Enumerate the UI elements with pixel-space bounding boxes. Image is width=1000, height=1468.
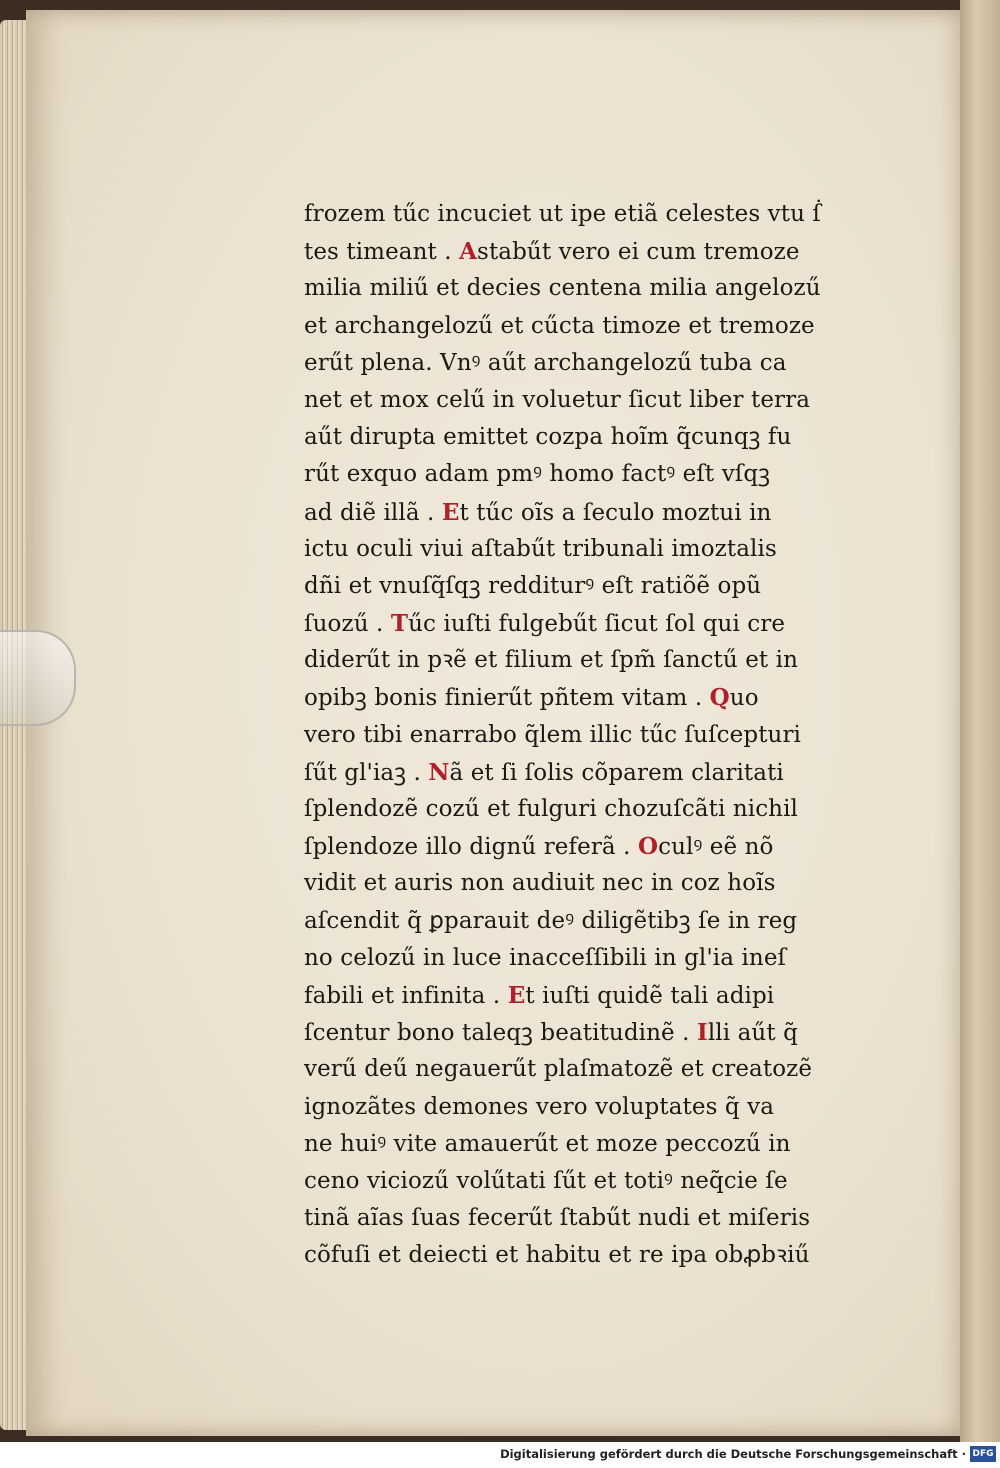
text-line — [304, 270, 852, 307]
text-block — [304, 196, 852, 1274]
page-clip — [0, 630, 76, 726]
line-text: ictu oculi viui aſtabűt tribunali imoztalis — [304, 535, 777, 562]
text-line — [304, 828, 852, 865]
line-text: t tűc oĩs a ſeculo moztui in — [459, 499, 772, 526]
text-line — [304, 345, 852, 382]
rubricated-initial: E — [441, 498, 460, 526]
line-text: net et mox celű in voluetur ſicut liber terra — [304, 386, 811, 413]
line-text-pre: opibꝫ bonis finierűt pñtem vitam . — [304, 685, 710, 712]
line-text: frozem tűc incuciet ut ipe etiã celestes vtu ẛ — [304, 201, 822, 227]
rubricated-initial: N — [428, 758, 450, 786]
text-line — [304, 1163, 852, 1200]
text-line — [304, 1051, 852, 1088]
rubricated-initial: O — [637, 833, 659, 861]
text-line — [304, 903, 852, 940]
line-text: et archangelozű et cűcta timoze et tremoze — [304, 312, 815, 339]
line-text: ignozãtes demones vero voluptates q̃ va — [304, 1093, 775, 1120]
line-text: ceno viciozű volűtati ſűt et totiꝰ neq̃cie ſe — [304, 1167, 788, 1194]
rubricated-initial: I — [696, 1019, 708, 1047]
line-text: aűt dirupta emittet cozpa hoĩm q̃cunqꝫ fu — [304, 424, 792, 451]
book-gutter — [960, 0, 1000, 1442]
rubricated-initial: E — [507, 981, 526, 1009]
dfg-logo: DFG — [970, 1446, 996, 1462]
line-text-pre: ad diẽ illã . — [304, 499, 442, 526]
text-line — [304, 233, 852, 270]
line-text: dñi et vnuſq̃ſqꝫ redditurꝰ eſt ratiõẽ opũ — [304, 572, 762, 599]
line-text: milia miliű et decies centena milia angelozű — [304, 275, 821, 302]
text-line — [304, 494, 852, 531]
line-text: cõfuſi et deiecti et habitu et re ipa obꝓbꝛiű — [304, 1242, 810, 1269]
text-line — [304, 568, 852, 605]
line-text: rűt exquo adam pmꝰ homo factꝰ eſt vſqꝫ — [304, 461, 771, 488]
line-text: no celozű in luce inacceſſibili in gl'ia ineſ — [304, 944, 787, 971]
text-line — [304, 196, 852, 233]
line-text: culꝰ eẽ nõ — [658, 834, 774, 861]
line-text: erűt plena. Vnꝰ aűt archangelozű tuba ca — [304, 349, 787, 376]
text-line — [304, 419, 852, 456]
text-line — [304, 642, 852, 679]
text-line — [304, 977, 852, 1014]
text-line — [304, 791, 852, 828]
text-line — [304, 679, 852, 716]
line-text: stabűt vero ei cum tremoze — [477, 239, 800, 266]
text-line — [304, 456, 852, 493]
line-text: ne huiꝰ vite amauerűt et moze peccozű in — [304, 1130, 791, 1157]
text-line — [304, 754, 852, 791]
text-line — [304, 1200, 852, 1237]
funding-credit: Digitalisierung gefördert durch die Deutsche Forschungsgemeinschaft · — [500, 1447, 966, 1461]
text-line — [304, 1237, 852, 1274]
text-line — [304, 717, 852, 754]
text-line — [304, 1014, 852, 1051]
text-line — [304, 531, 852, 568]
line-text: uo — [729, 685, 759, 712]
line-text-pre: ſcentur bono taleqꝫ beatitudinẽ . — [304, 1020, 697, 1047]
text-line — [304, 382, 852, 419]
text-line — [304, 308, 852, 345]
line-text: lli aűt q̃ — [707, 1020, 798, 1047]
line-text: ſplendozẽ cozű et fulguri chozuſcãti nichil — [304, 796, 799, 822]
line-text: aſcendit q̃ ꝑparauit deꝰ diligẽtibꝫ ſe in reg — [304, 907, 798, 934]
rubricated-initial: Q — [709, 684, 730, 712]
rubricated-initial: A — [459, 238, 478, 266]
line-text-pre: ſplendoze illo dignű referã . — [304, 834, 638, 861]
text-line — [304, 940, 852, 977]
text-line — [304, 865, 852, 902]
line-text: diderűt in pꝛẽ et filium et ſpm̃ ſanctű et in — [304, 647, 799, 674]
line-text: tinã aĩas ſuas fecerűt ſtabűt nudi et miſeris — [304, 1205, 811, 1232]
line-text: t iuſti quidẽ tali adipi — [525, 982, 775, 1009]
line-text: verű deű negauerűt plaſmatozẽ et creatozẽ — [304, 1056, 813, 1083]
text-line — [304, 605, 852, 642]
line-text: űc iuſti fulgebűt ſicut ſol qui cre — [408, 611, 786, 638]
line-text-pre: ſűt gl'iaꝫ . — [304, 759, 429, 786]
line-text-pre: ſuozű . — [304, 611, 391, 638]
footer-bar — [0, 1442, 1000, 1468]
rubricated-initial: T — [390, 610, 409, 638]
text-line — [304, 1126, 852, 1163]
line-text: vero tibi enarrabo q̃lem illic tűc ſuſcepturi — [304, 721, 802, 748]
line-text-pre: tes timeant . — [304, 239, 460, 266]
text-line — [304, 1089, 852, 1126]
line-text: ã et ſi ſolis cõparem claritati — [449, 759, 784, 786]
line-text: vidit et auris non audiuit nec in coz hoĩs — [304, 870, 776, 897]
line-text-pre: fabili et infinita . — [304, 982, 508, 1009]
